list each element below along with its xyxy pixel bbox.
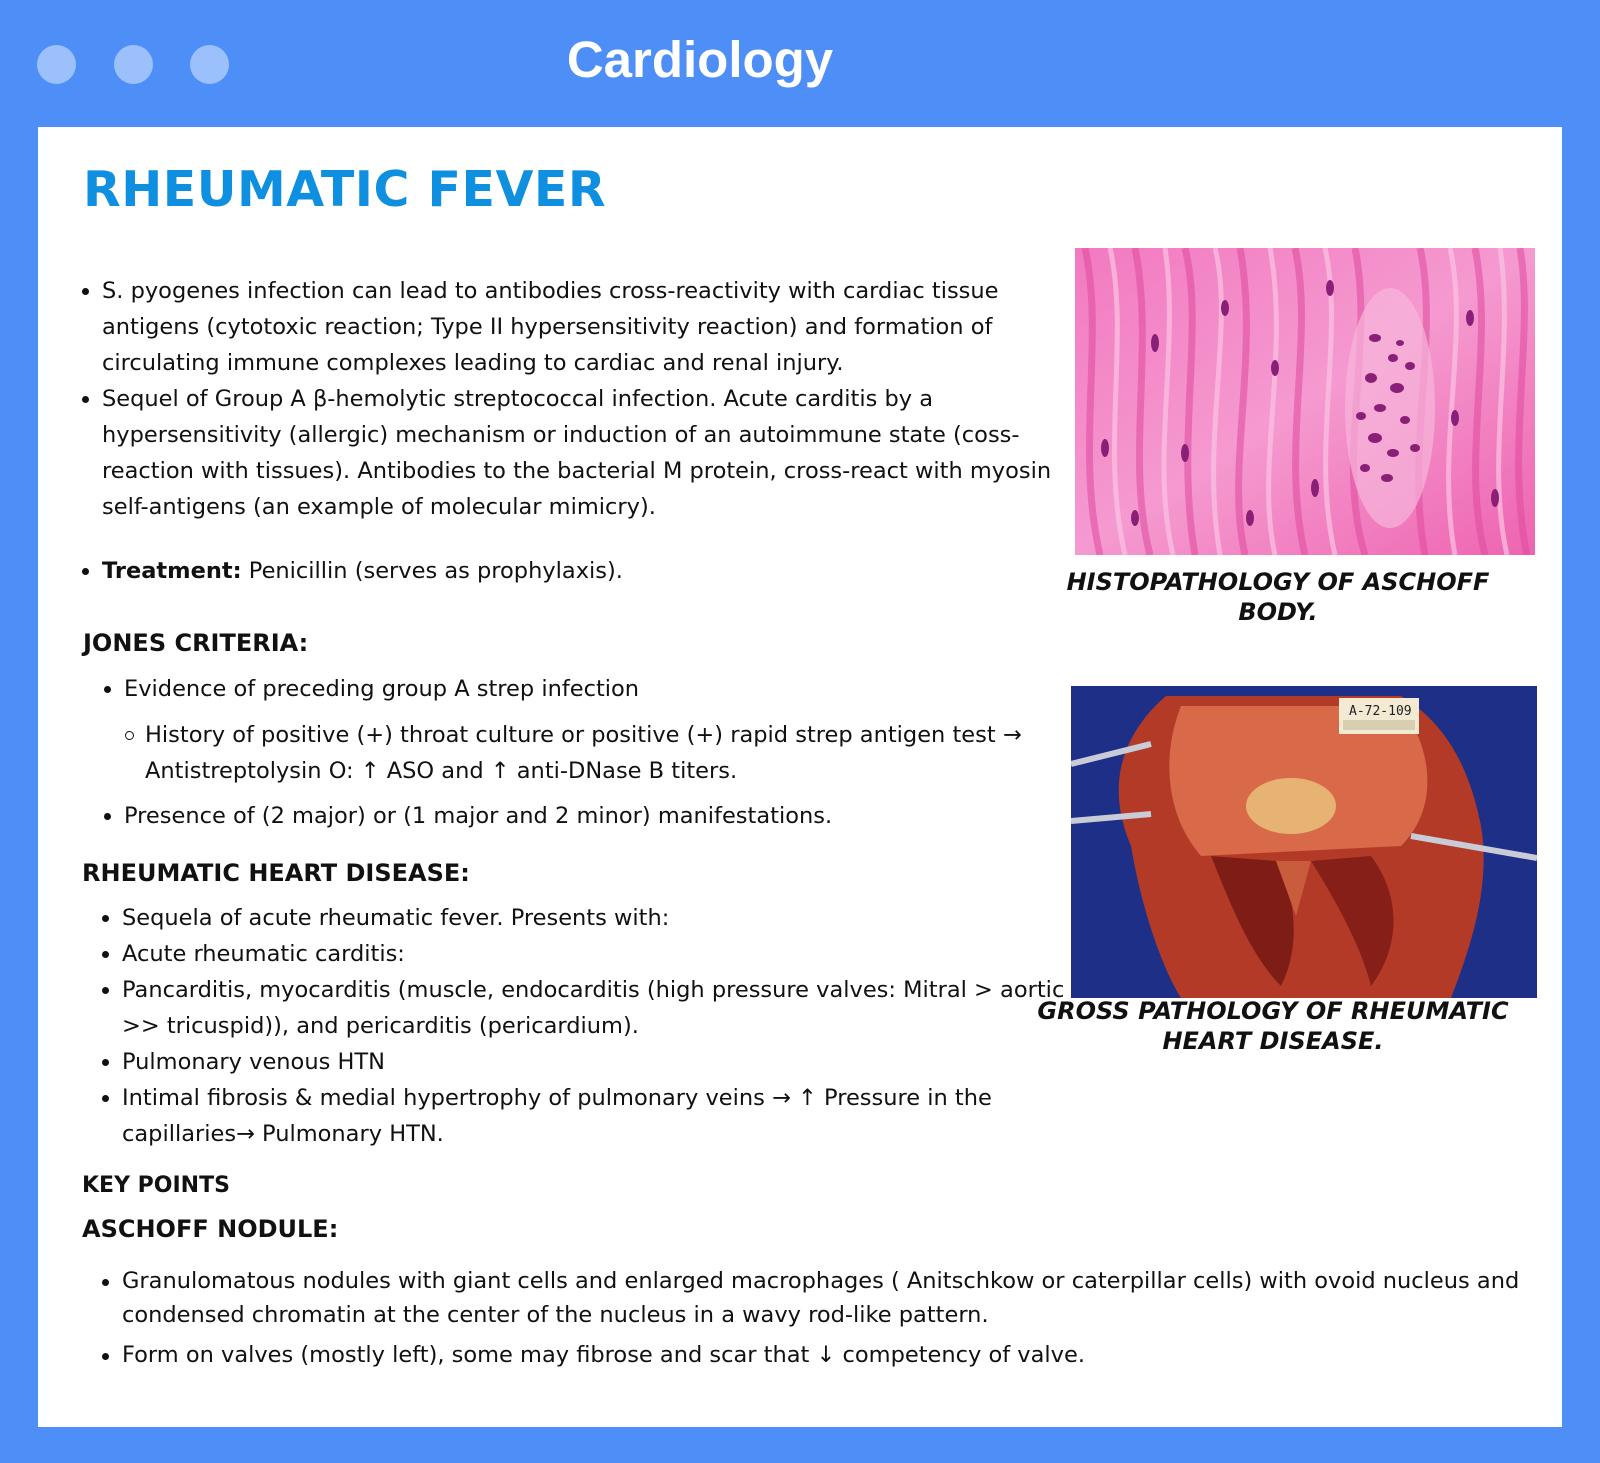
list-item: Granulomatous nodules with giant cells and enlarged macrophages ( Anitschkow or caterpillar cells) with ovoid nucleus and condensed chromatin at the center of the nucleus in a wavy rod-like pattern. bbox=[122, 1264, 1522, 1332]
list-item: Presence of (2 major) or (1 major and 2 minor) manifestations. bbox=[124, 798, 1084, 834]
window-title-text: Cardiology bbox=[566, 31, 834, 88]
page-title: RHEUMATIC FEVER bbox=[83, 161, 607, 218]
aschoff-heading: ASCHOFF NODULE: bbox=[82, 1215, 339, 1243]
aschoff-list bbox=[122, 1264, 1522, 1372]
list-item: Intimal fibrosis & medial hypertrophy of pulmonary veins → ↑ Pressure in the capillaries→ Pulmonary HTN. bbox=[122, 1080, 1097, 1152]
list-item: Sequela of acute rheumatic fever. Presents with: bbox=[122, 900, 1097, 936]
histology-illustration bbox=[1075, 248, 1535, 555]
treatment-text: Penicillin (serves as prophylaxis). bbox=[241, 558, 623, 584]
rhd-list bbox=[122, 900, 1097, 1152]
rhd-heading: RHEUMATIC HEART DISEASE: bbox=[82, 859, 470, 887]
list-item: Form on valves (mostly left), some may fibrose and scar that ↓ competency of valve. bbox=[122, 1338, 1522, 1372]
list-item: Pancarditis, myocarditis (muscle, endocarditis (high pressure valves: Mitral > aortic >> tricuspid)), and pericarditis (pericardium). bbox=[122, 972, 1097, 1044]
jones-list bbox=[124, 671, 1084, 707]
list-item: Sequel of Group A β-hemolytic streptococcal infection. Acute carditis by a hypersensitivity (allergic) mechanism or induction of an autoimmune state (coss-reaction with tissues). Antibodies to the bacterial M protein, cross-react with myosin self-antigens (an example of molecular mimicry). bbox=[102, 381, 1087, 525]
content-panel bbox=[38, 127, 1562, 1427]
histology-image bbox=[1075, 248, 1535, 555]
specimen-label: A-72-109 bbox=[1349, 704, 1412, 719]
treatment-list bbox=[102, 553, 1087, 589]
list-subitem: History of positive (+) throat culture or positive (+) rapid strep antigen test → Antistreptolysin O: ↑ ASO and ↑ anti-DNase B titers. bbox=[145, 717, 1045, 789]
intro-list bbox=[102, 273, 1087, 525]
jones-sublist bbox=[145, 717, 1045, 789]
list-item: S. pyogenes infection can lead to antibodies cross-reactivity with cardiac tissue antigens (cytotoxic reaction; Type II hypersensitivity reaction) and formation of circulating immune complexes leading to cardiac and renal injury. bbox=[102, 273, 1087, 381]
list-item: Acute rheumatic carditis: bbox=[122, 936, 1097, 972]
window-title bbox=[0, 30, 1400, 89]
figure-caption-histology: HISTOPATHOLOGY OF ASCHOFF BODY. bbox=[1066, 568, 1490, 626]
jones-list-2 bbox=[124, 798, 1084, 834]
figure-caption-gross: GROSS PATHOLOGY OF RHEUMATIC HEART DISEASE. bbox=[1037, 997, 1509, 1055]
gross-pathology-image bbox=[1071, 686, 1537, 998]
gross-heart-illustration bbox=[1071, 686, 1537, 998]
window-titlebar bbox=[0, 0, 1600, 127]
treatment-label: Treatment: bbox=[102, 558, 242, 584]
list-item: Evidence of preceding group A strep infection bbox=[124, 671, 1084, 707]
jones-heading: JONES CRITERIA: bbox=[83, 629, 309, 657]
treatment-item bbox=[102, 553, 1087, 589]
key-points-heading: KEY POINTS bbox=[82, 1173, 230, 1198]
list-item: Pulmonary venous HTN bbox=[122, 1044, 1097, 1080]
